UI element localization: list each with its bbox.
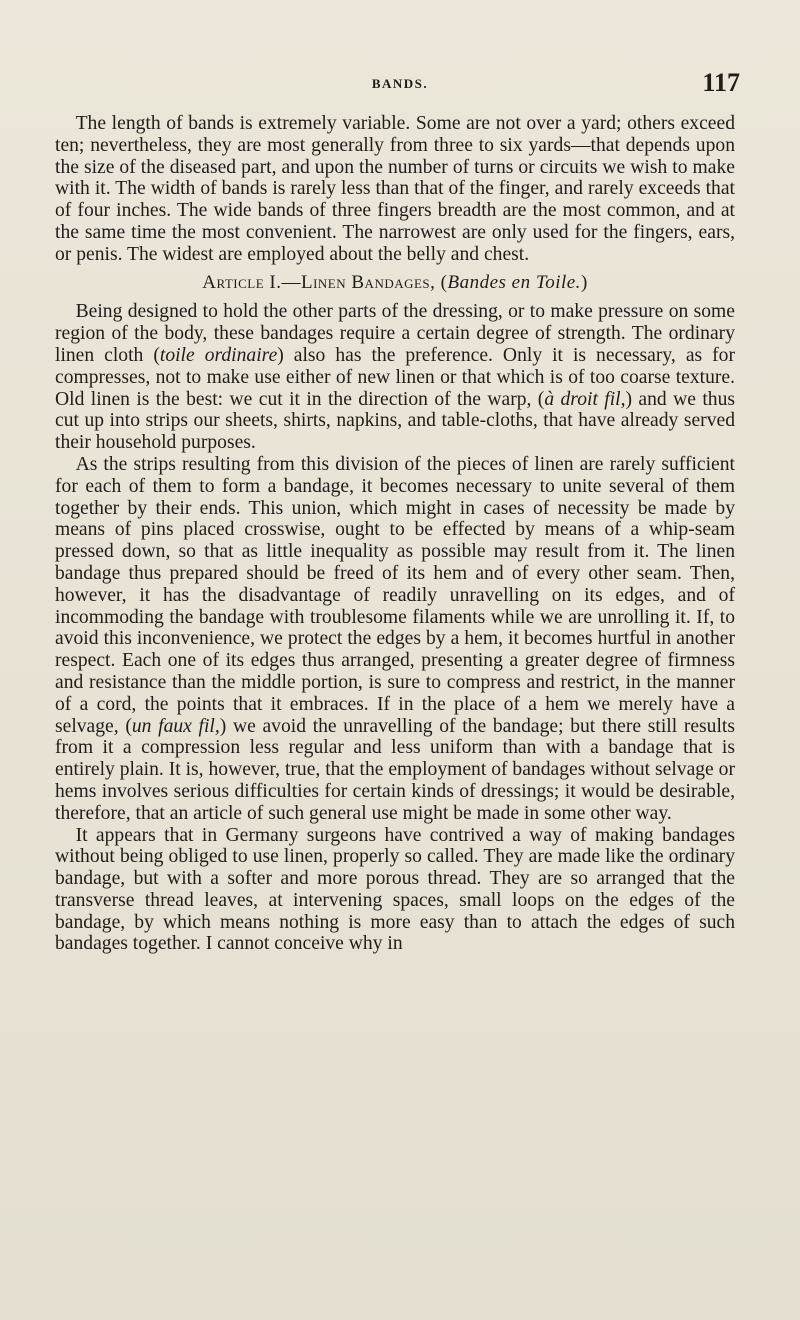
paragraph-germany: It appears that in Germany surgeons have contrived a way of making bandages without being obliged to use linen, properly so called. They are made like the ordinary bandage, but with a softer and more porous thread. They are so arranged that the transverse thread leaves, at intervening spaces, small loops on the edges of the bandage, by which means nothing is more easy than to attach the edges of such bandages together. I cannot conceive why in xyxy=(55,824,735,955)
section-heading xyxy=(55,272,735,294)
running-head xyxy=(60,68,740,108)
heading-french-title: Bandes en Toile. xyxy=(447,271,581,293)
text-run: As the strips resulting from this division of the pieces of linen are rarely sufficient for each of them to form a bandage, it becomes necessary to unite several of them together by their ends. This union, which might in cases of necessity be made by means of pins placed crosswise, ought to be effected by means of a whip-seam pressed down, so that as little inequality as possible may result from it. The linen bandage thus prepared should be freed of its hem and of every other seam. Then, however, it has the disadvantage of readily unravelling on its edges, and of incommoding the bandage with troublesome filaments while we are unrolling it. If, to avoid this inconvenience, we protect the edges by a hem, it becomes hurtful in another respect. Each one of its edges thus arranged, presenting a greater degree of firmness and resistance than the middle portion, is sure to compress and restrict, in the manner of a cord, the points that it embraces. If in the place of a hem we merely have a selvage, ( xyxy=(55,453,735,737)
text-run: ) and we thus cut up into strips our sheets, shirts, napkins, and table-cloths, that have already served their household purposes. xyxy=(55,388,735,454)
text-run: ) also has the preference. Only it is necessary, as for compresses, not to make use either of new linen or that which is of too coarse texture. Old linen is the best: we cut it in the direction of the warp, ( xyxy=(55,344,735,410)
italic-term: un faux fil, xyxy=(131,715,220,737)
running-title: BANDS. xyxy=(371,76,429,91)
italic-term: à droit fil, xyxy=(544,388,626,410)
paragraph-bands-length: The length of bands is extremely variable. Some are not over a yard; others exceed ten; nevertheless, they are most generally from three to six yards—that depends upon the size of the diseased part, and upon the number of turns or circuits we wish to make with it. The width of bands is rarely less than that of the finger, and rarely exceeds that of four inches. The wide bands of three fingers breadth are the most common, and at the same time the most convenient. The narrowest are only used for the fingers, ears, or penis. The widest are employed about the belly and chest. xyxy=(55,113,735,265)
text-run: Being designed to hold the other parts of the dressing, or to make pressure on some region of the body, these bandages require a certain degree of strength. The ordinary linen cloth ( xyxy=(55,301,735,366)
body-text xyxy=(55,113,735,955)
italic-term: toile ordinaire xyxy=(159,344,278,366)
heading-close: ) xyxy=(580,271,588,293)
paragraph-linen-strength xyxy=(55,301,735,454)
text-run: ) we avoid the unravelling of the bandage; but there still results from it a compression less regular and less uniform than with a bandage that is entirely plain. It is, however, true, that the employment of bandages without selvage or hems involves serious difficulties for certain kinds of dressings; it would be desirable, therefore, that an article of such general use might be made in some other way. xyxy=(55,715,735,824)
page-number: 117 xyxy=(702,68,740,97)
heading-title: Article I.—Linen Bandages, ( xyxy=(202,271,448,293)
paragraph-strips-seams xyxy=(55,454,735,825)
